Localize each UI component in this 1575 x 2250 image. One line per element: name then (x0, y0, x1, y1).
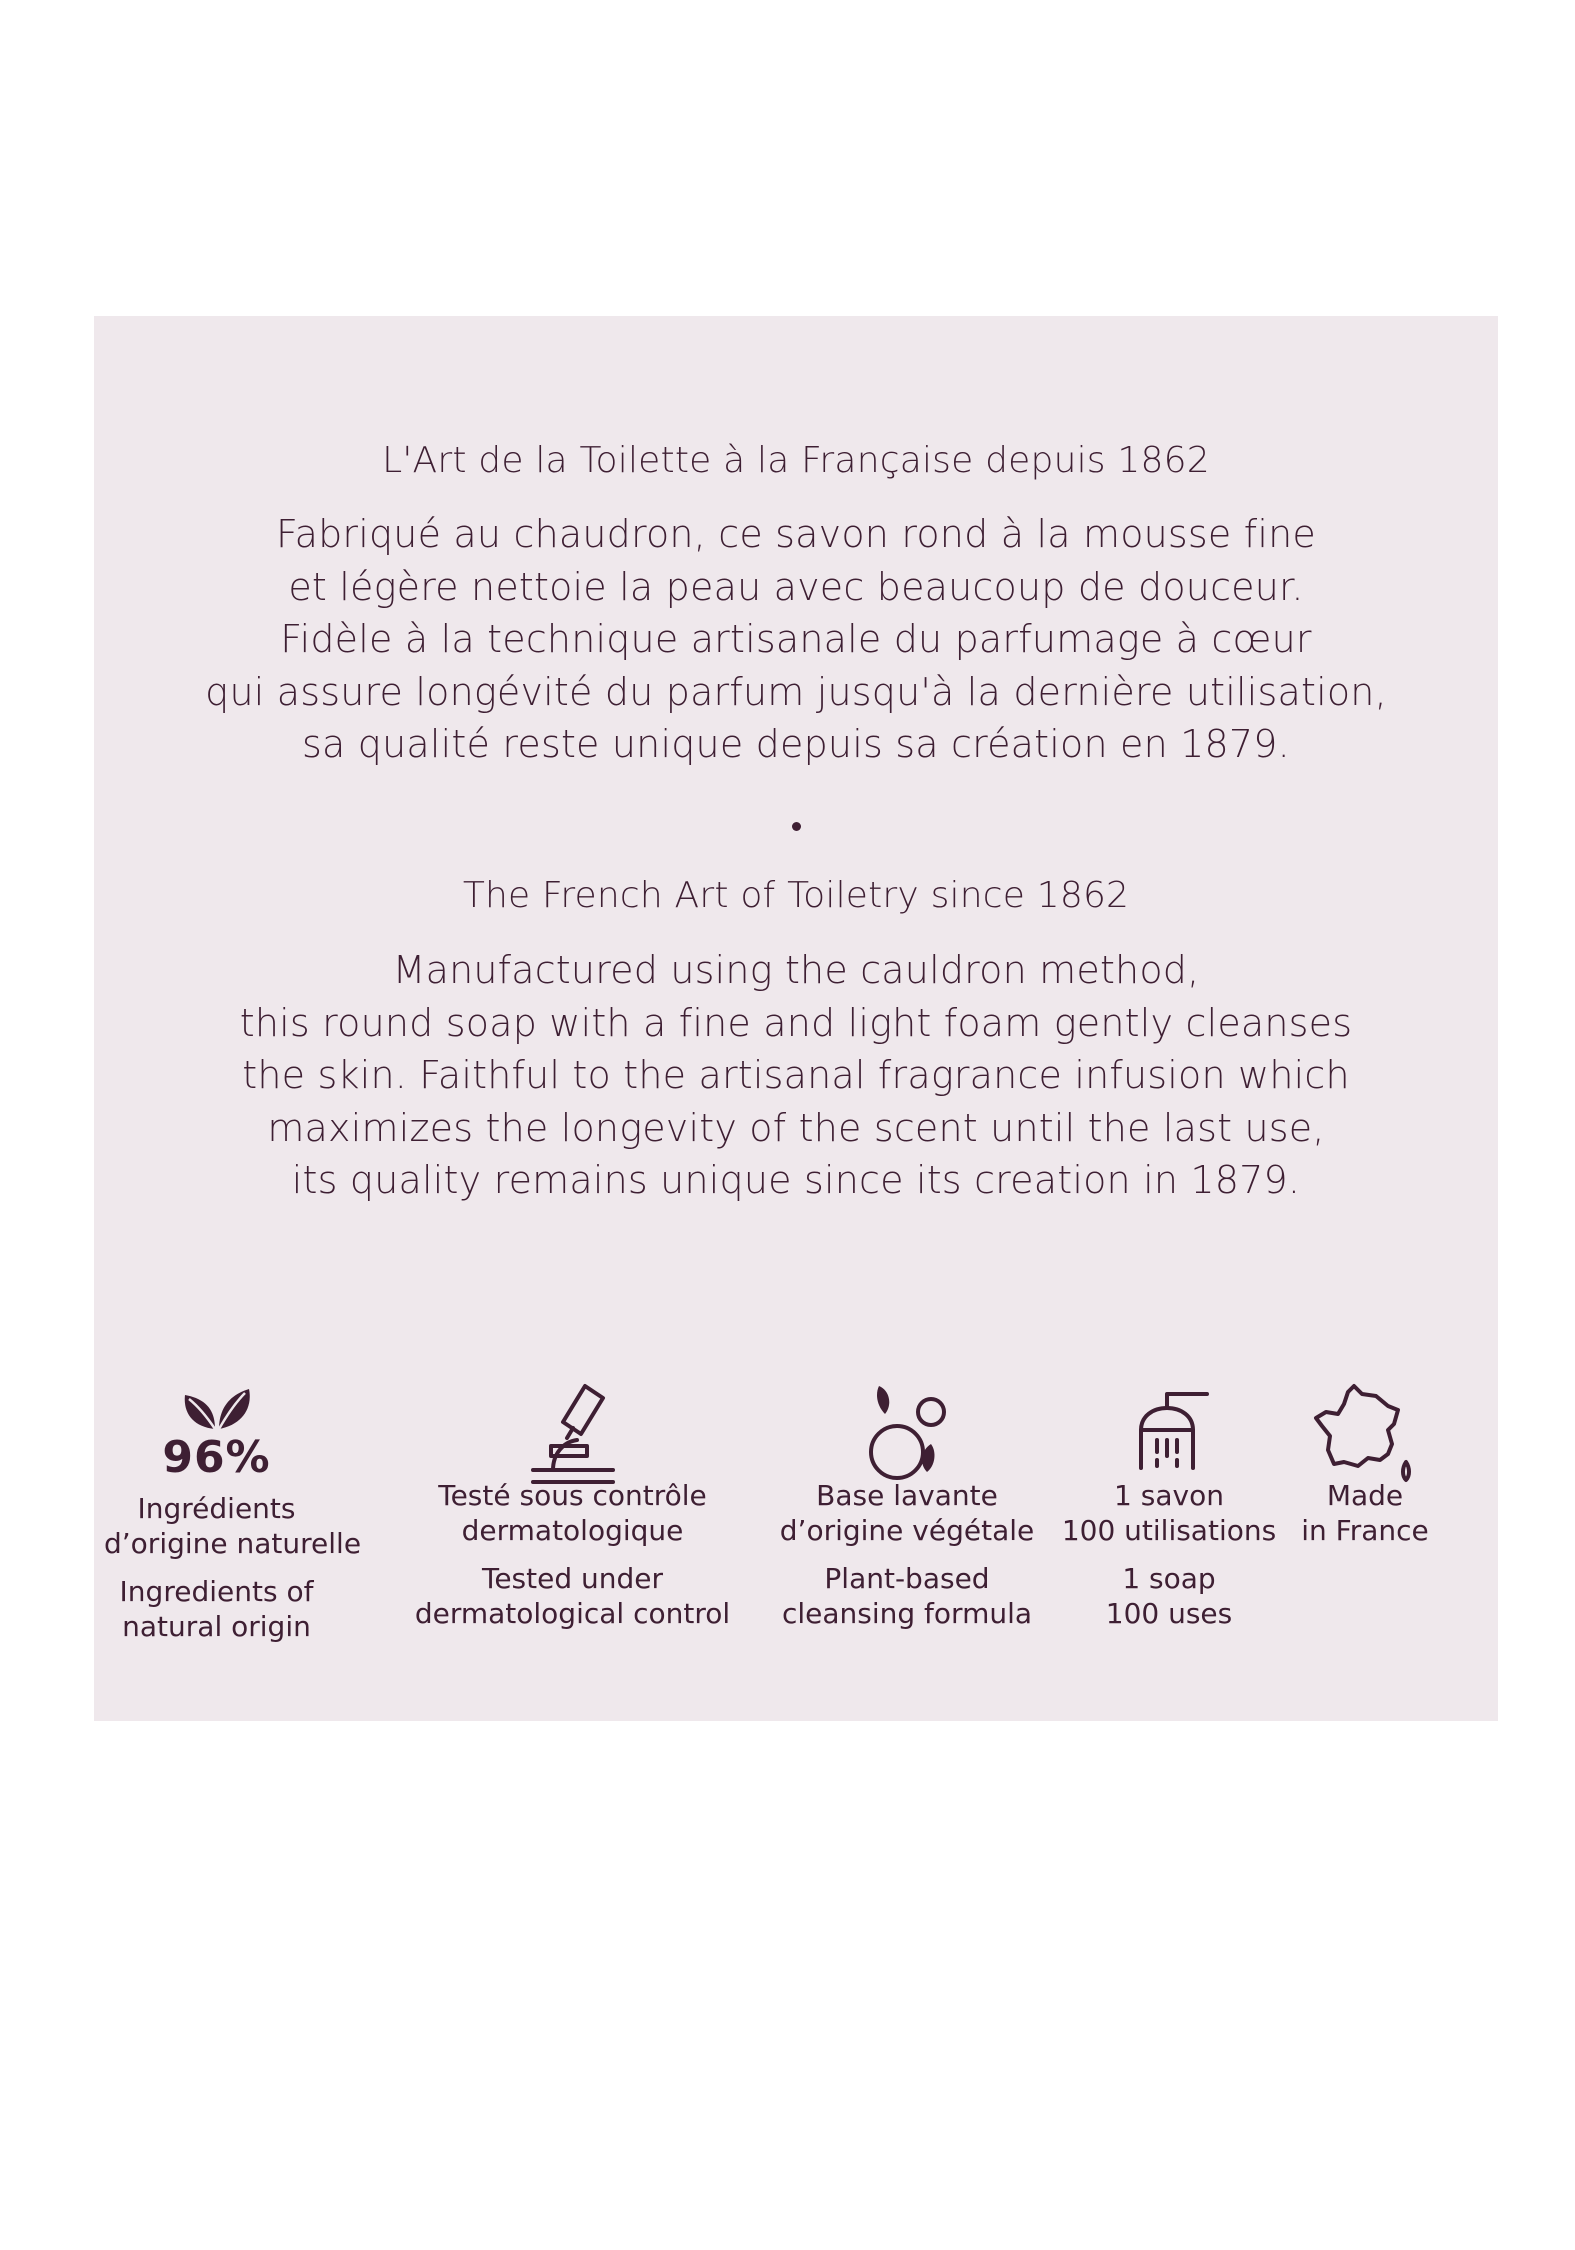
english-line: the skin. Faithful to the artisanal fragrance infusion which (242, 1053, 1350, 1097)
french-line: sa qualité reste unique depuis sa création en 1879. (302, 722, 1290, 766)
english-line: this round soap with a fine and light foam gently cleanses (239, 1000, 1353, 1045)
shower-icon (1119, 1378, 1219, 1488)
french-description (94, 508, 1498, 771)
feature-label-en: 1 soap 100 uses (1105, 1562, 1233, 1630)
microscope-icon (523, 1378, 623, 1488)
leaves-icon (177, 1385, 257, 1433)
feature-dermatological (405, 1378, 740, 1631)
feature-100-uses (1054, 1378, 1284, 1631)
separator-dot (792, 822, 801, 831)
feature-made-in-france (1290, 1378, 1440, 1548)
feature-label-fr: Ingrédients d’origine naturelle (104, 1492, 362, 1560)
feature-label-en: Plant-based cleansing formula (781, 1562, 1033, 1630)
english-description (94, 944, 1498, 1207)
feature-label-en: Tested under dermatological control (414, 1562, 731, 1630)
france-map-icon (1310, 1378, 1420, 1488)
feature-label-fr: 1 savon 100 utilisations (1061, 1479, 1277, 1547)
english-line: its quality remains unique since its creation in 1879. (291, 1158, 1301, 1202)
french-line: Fabriqué au chaudron, ce savon rond à la mousse fine (276, 512, 1316, 556)
feature-natural-ingredients (104, 1385, 362, 1644)
feature-label-en: Ingredients of natural origin (119, 1575, 314, 1643)
english-line: Manufactured using the cauldron method, (392, 948, 1200, 992)
feature-label-fr: Testé sous contrôle dermatologique (438, 1479, 707, 1547)
french-heading: L'Art de la Toilette à la Française depuis 1862 (382, 440, 1210, 481)
french-line: Fidèle à la technique artisanale du parfumage à cœur (280, 617, 1312, 661)
feature-plant-based (772, 1378, 1042, 1631)
bubbles-leaves-icon (857, 1378, 957, 1488)
english-heading: The French Art of Toiletry since 1862 (462, 875, 1130, 916)
english-line: maximizes the longevity of the scent until the last use, (267, 1105, 1325, 1150)
percentage-value: 96% (162, 1432, 271, 1483)
label-panel (94, 316, 1498, 1721)
french-line: et légère nettoie la peau avec beaucoup de douceur. (288, 564, 1304, 609)
feature-label-fr: Base lavante d’origine végétale (779, 1479, 1035, 1547)
feature-label-fr: Made in France (1301, 1479, 1429, 1547)
french-line: qui assure longévité du parfum jusqu'à la dernière utilisation, (205, 669, 1387, 714)
